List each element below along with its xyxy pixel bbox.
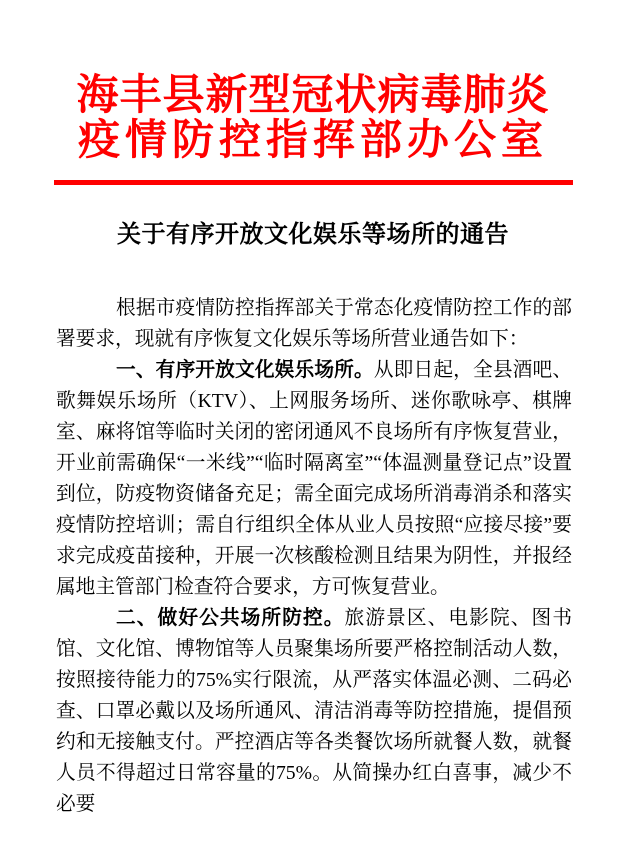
section-1-heading: 一、有序开放文化娱乐场所。 (116, 359, 374, 381)
letterhead-divider-rule (54, 180, 573, 185)
letterhead (0, 74, 626, 164)
section-1-text: 从即日起，全县酒吧、歌舞娱乐场所（KTV）、上网服务场所、迷你歌咏亭、棋牌室、麻将馆等临时关闭的密闭通风不良场所有序恢复营业，开业前需确保“一米线”“临时隔离室”“体温测量登记点”设置到位，防疫物资储备充足；需全面完成场所消毒消杀和落实疫情防控培训；需自行组织全体从业人员按照“应接尽接”要求完成疫苗接种，开展一次核酸检测且结果为阴性，并报经属地主管部门检查符合要求，方可恢复营业。 (56, 359, 573, 598)
letterhead-org-line2: 疫情防控指挥部办公室 (77, 118, 548, 164)
section-2-heading: 二、做好公共场所防控。 (116, 607, 345, 629)
paragraph-section-2 (56, 603, 572, 820)
notice-title: 关于有序开放文化娱乐等场所的通告 (117, 222, 509, 248)
letterhead-org-line1: 海丰县新型冠状病毒肺炎 (76, 73, 550, 119)
notice-body (56, 293, 572, 820)
paragraph-intro-text: 根据市疫情防控指挥部关于常态化疫情防控工作的部署要求，现就有序恢复文化娱乐等场所营业通告如下： (56, 297, 572, 350)
section-2-text: 旅游景区、电影院、图书馆、文化馆、博物馆等人员聚集场所要严格控制活动人数，按照接待能力的75%实行限流，从严落实体温必测、二码必查、口罩必戴以及场所通风、清洁消毒等防控措施，提倡预约和无接触支付。严控酒店等各类餐饮场所就餐人数，就餐人员不得超过日常容量的75%。从简操办红白喜事，减少不必要 (56, 607, 573, 815)
paragraph-intro (56, 293, 572, 355)
paragraph-section-1 (56, 355, 572, 603)
